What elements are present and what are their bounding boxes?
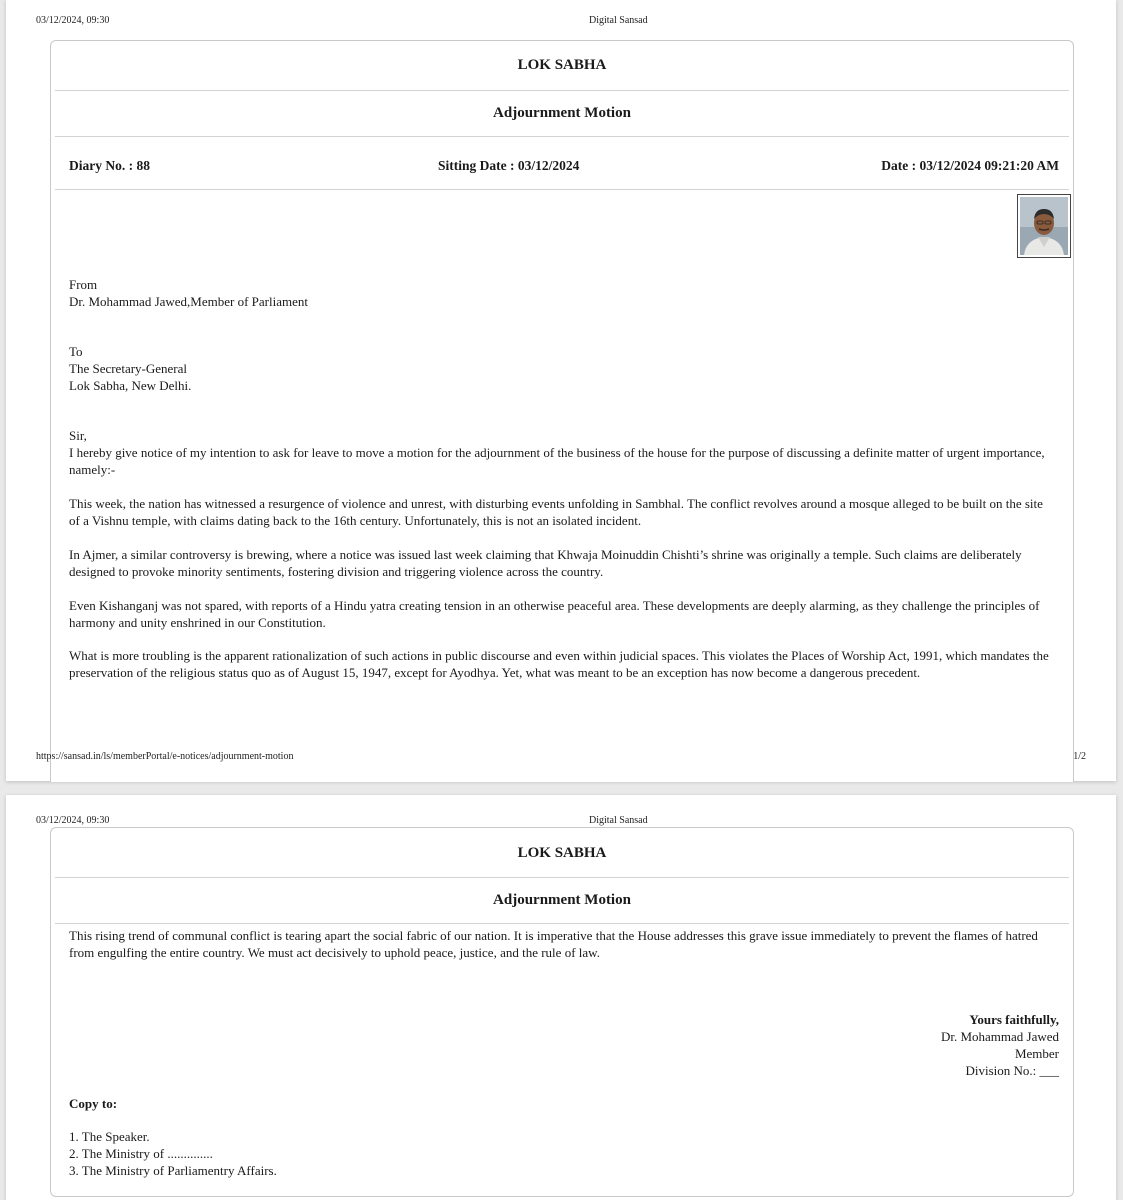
division-number: Division No.: ___ xyxy=(965,1063,1059,1078)
page-number: 1/2 xyxy=(1073,751,1086,762)
signer-role: Member xyxy=(1014,1046,1059,1061)
copy-to-label: Copy to: xyxy=(69,1096,118,1111)
intro-paragraph: I hereby give notice of my intention to ask for leave to move a motion for the adjournment of the business of the house for the purpose of discussing a definite matter of urgent importance, namely:- xyxy=(69,445,1045,477)
sitting-date: Sitting Date : 03/12/2024 xyxy=(438,158,580,173)
copy-to-list xyxy=(69,1128,277,1179)
paragraph: Even Kishanganj was not spared, with reports of a Hindu yatra creating tension in an otherwise peaceful area. These developments are deeply alarming, as they challenge the principles of harmony and unity enshrined in our Constitution. xyxy=(69,598,1040,630)
paragraph: In Ajmer, a similar controversy is brewing, where a notice was issued last week claiming that Khwaja Moinuddin Chishti’s shrine was originally a temple. Such claims are deliberately designed to provoke minority sentiments, fostering division and triggering violence across the country. xyxy=(69,547,1022,579)
print-url: https://sansad.in/ls/memberPortal/e-notices/adjournment-motion xyxy=(36,751,294,762)
body-intro xyxy=(69,427,1053,478)
print-site-title: Digital Sansad xyxy=(589,815,648,826)
to-block xyxy=(69,343,1053,394)
divider xyxy=(55,90,1069,91)
from-block xyxy=(69,276,1053,310)
notice-card xyxy=(50,40,1074,782)
house-title: LOK SABHA xyxy=(517,845,607,861)
notice-card xyxy=(50,827,1074,1197)
signature-block xyxy=(941,1011,1059,1079)
divider xyxy=(55,136,1069,137)
motion-title: Adjournment Motion xyxy=(493,892,631,908)
list-item: 3. The Ministry of Parliamentry Affairs. xyxy=(69,1163,277,1178)
print-page-1 xyxy=(6,0,1116,781)
motion-title: Adjournment Motion xyxy=(493,105,631,121)
divider xyxy=(55,189,1069,190)
print-page-2 xyxy=(6,795,1116,1200)
from-name: Dr. Mohammad Jawed,Member of Parliament xyxy=(69,294,308,309)
print-site-title: Digital Sansad xyxy=(589,15,648,26)
diary-number: Diary No. : 88 xyxy=(69,158,150,173)
list-item: 2. The Ministry of .............. xyxy=(69,1146,213,1161)
submission-date: Date : 03/12/2024 09:21:20 AM xyxy=(881,158,1059,173)
to-label: To xyxy=(69,344,83,359)
member-photo xyxy=(1017,194,1071,258)
member-portrait-icon xyxy=(1020,197,1068,255)
signer-name: Dr. Mohammad Jawed xyxy=(940,1029,1059,1044)
house-title: LOK SABHA xyxy=(517,57,607,73)
from-label: From xyxy=(69,277,98,292)
divider xyxy=(55,877,1069,878)
to-address: Lok Sabha, New Delhi. xyxy=(69,378,192,393)
salutation: Sir, xyxy=(69,428,87,443)
paragraph: This rising trend of communal conflict is tearing apart the social fabric of our nation. It is imperative that the House addresses this grave issue immediately to prevent the flames of hatred from engulfing the entire country. We must act decisively to uphold peace, justice, and the rule of law. xyxy=(69,928,1038,960)
divider xyxy=(55,923,1069,924)
to-recipient: The Secretary-General xyxy=(69,361,188,376)
closing: Yours faithfully, xyxy=(969,1012,1059,1027)
paragraph: This week, the nation has witnessed a resurgence of violence and unrest, with disturbing events unfolding in Sambhal. The conflict revolves around a mosque alleged to be built on the site of a Vishnu temple, with claims dating back to the 16th century. Unfortunately, this is not an isolated incident. xyxy=(69,496,1043,528)
paragraph: What is more troubling is the apparent rationalization of such actions in public discourse and even within judicial spaces. This violates the Places of Worship Act, 1991, which mandates the preservation of the religious status quo as of August 15, 1947, except for Ayodhya. Yet, what was meant to be an exception has now become a dangerous precedent. xyxy=(69,648,1049,680)
print-datetime: 03/12/2024, 09:30 xyxy=(36,815,110,826)
print-datetime: 03/12/2024, 09:30 xyxy=(36,15,110,26)
list-item: 1. The Speaker. xyxy=(69,1129,150,1144)
